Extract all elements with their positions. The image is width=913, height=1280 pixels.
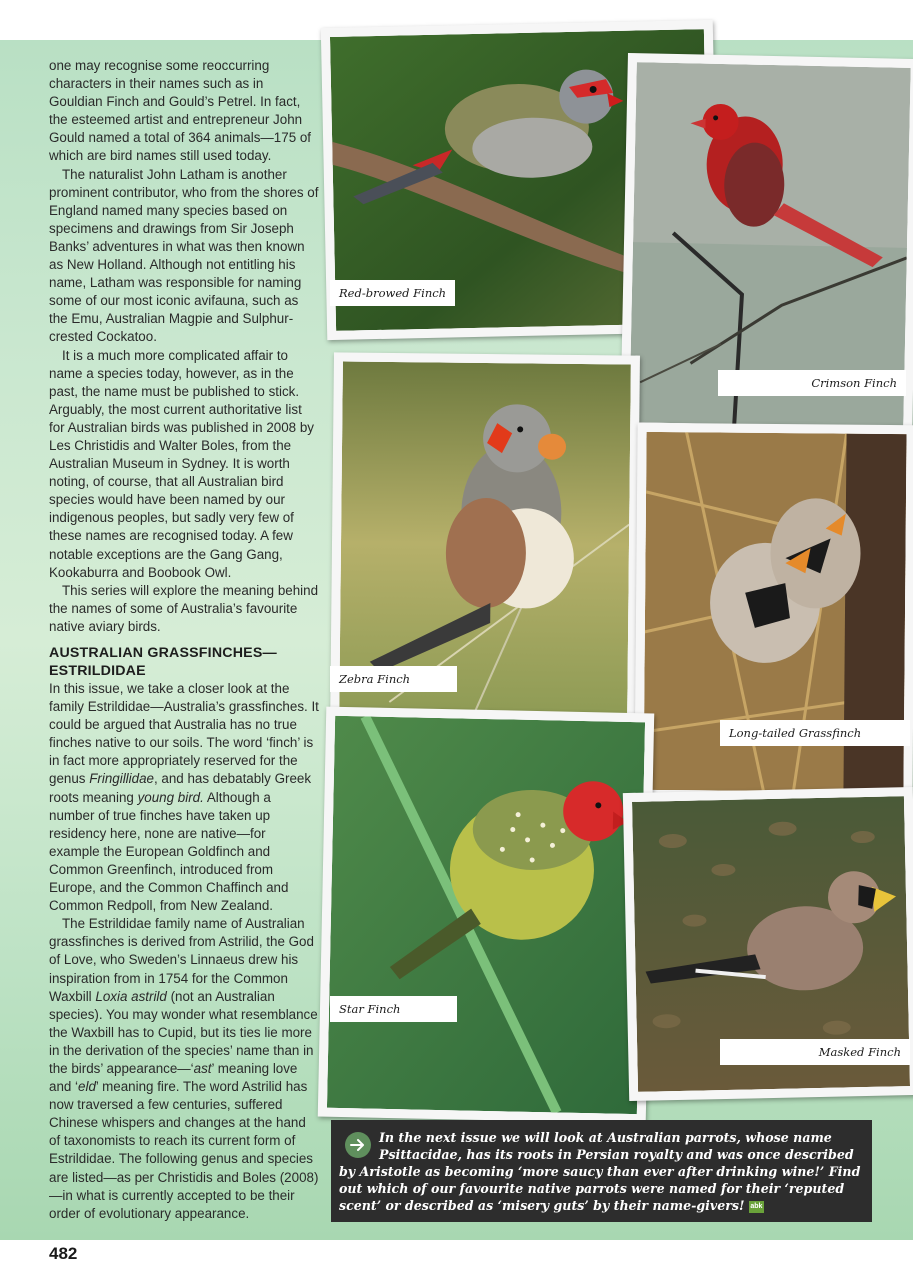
caption-long-tailed-grassfinch: Long-tailed Grassfinch [720, 720, 910, 746]
page-number: 482 [49, 1244, 78, 1263]
species-name: Loxia astrild [95, 988, 167, 1004]
paragraph: The naturalist John Latham is another prominent contributor, who from the shores of England named many species based on specimens and drawings from Sir Joseph Banks’ adventures in what was then known as New Holland. Although not entitling his name, Latham was responsible for naming some of our most iconic avifauna, such as the Emu, Australian Magpie and Sulphur-crested Cockatoo. [49, 166, 319, 345]
caption-star-finch: Star Finch [330, 996, 457, 1022]
section-heading: AUSTRALIAN GRASSFINCHES—ESTRILDIDAE [49, 645, 277, 679]
meaning: young bird. [137, 789, 204, 805]
caption-crimson-finch: Crimson Finch [718, 370, 906, 396]
paragraph: It is a much more complicated affair to name a species today, however, as in the past, the name must be published to stick. Arguably, the most current authoritative list for Australian birds was published in 2008 by Les Christidis and Walter Boles, from the Australian Museum in Sydney. It is worth noting, of course, that all Australian bird species would have been named by our indigenous peoples, but sadly very few of these names are recognised today. A few notable exceptions are the Gang Gang, Kookaburra and Boobook Owl. [49, 347, 314, 580]
caption-zebra-finch: Zebra Finch [330, 666, 457, 692]
paragraph: In this issue, we take a closer look at the family Estrildidae—Australia’s grassfinches. It could be argued that Australia has no true finches native to our soils. The word ‘finch’ is in fact more appropriately reserved for the genus Fringillidae, and has debatably Greek roots meaning young bird. Although a number of true finches have taken up residency here, none are native—for example the European Goldfinch and Common Greenfinch, introduced from Europe, and the Common Chaffinch and Common Redpoll, from New Zealand. [49, 681, 319, 914]
callout-text: In the next issue we will look at Australian parrots, whose name Psittacidae, has its roots in Persian royalty and was once described by Aristotle as becoming ‘more saucy than ever after drinking wine!’ Find out which of our favourite native parrots were named for their ‘reputed scent’ or described as ‘misery guts’ by their name-givers! [339, 1130, 861, 1213]
caption-red-browed-finch: Red-browed Finch [330, 280, 455, 306]
arrow-right-icon [345, 1132, 371, 1158]
star-finch-image [327, 716, 645, 1114]
article-body [49, 57, 319, 1223]
next-issue-callout [331, 1120, 872, 1222]
paragraph: one may recognise some reoccurring characters in their names such as in Gouldian Finch and Gould’s Petrel. In fact, the esteemed artist and entrepreneur John Gould named a total of 364 animals—175 of which are bird names still used today. [49, 58, 312, 164]
paragraph: The Estrildidae family name of Australian grassfinches is derived from Astrilid, the God of Love, who Sweden’s Linnaeus drew his inspiration from in 1754 for the Common Waxbill Loxia astrild (not an Australian species). You may wonder what resemblance the Waxbill has to Cupid, but its ties lie more in the derivation of the species’ name than in the birds’ appearance—‘ast’ meaning love and ‘eld’ meaning fire. The word Astrilid has now traversed a few centuries, suffered Chinese whispers and changes at the hand of taxonomists to reach its current form of Estrildidae. The following genus and species are listed—as per Christidis and Boles (2008)—in what is currently accepted to be their order of evolutionary appearance. [49, 916, 319, 1221]
end-mark: abk [749, 1201, 764, 1213]
caption-masked-finch: Masked Finch [720, 1039, 910, 1065]
genus-name: Fringillidae [89, 771, 154, 787]
photo-star-finch [318, 707, 655, 1124]
paragraph: This series will explore the meaning behind the names of some of Australia’s favourite native aviary birds. [49, 582, 319, 634]
